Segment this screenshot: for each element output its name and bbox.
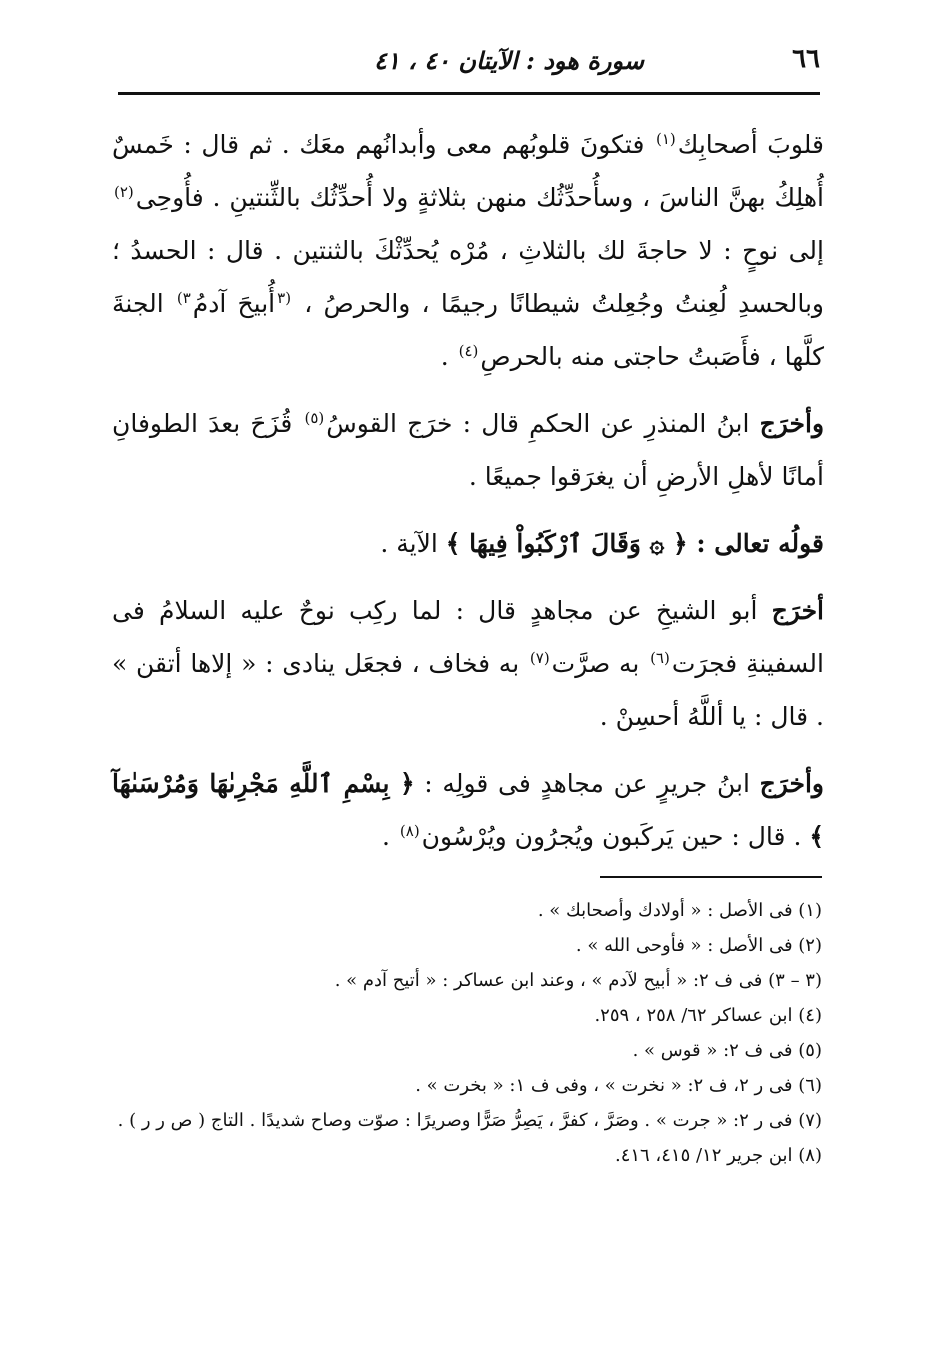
footnote-ref: (٢) — [114, 182, 134, 201]
paragraph-text: . قال : حين يَركَبون ويُجرُون ويُرْسُون — [421, 822, 810, 851]
paragraph-text: به فخاف ، فجعَل ينادى : « إلاها أتقن » . قال : يا أللَّهُ أحسِنْ . — [112, 649, 824, 731]
paragraph-text: أبو الشيخِ عن مجاهدٍ قال : لما ركِب نوحٌ عليه السلامُ فى السفينةِ فجرَت — [112, 596, 824, 678]
paragraph-text: الجنةَ كلَّها ، فأَصَبتُ حاجتى منه بالحرصِ — [112, 289, 824, 371]
footnote: (٨) ابن جرير ١٢/ ٤١٥، ٤١٦. — [614, 1145, 822, 1166]
body-text — [112, 118, 824, 863]
footnote: (٧) فى ر ٢: « جرت » . وصَرَّ ، كفرَّ ، يَصِرُّ صَرًّا وصريرًا : صوّت وصاح شديدًا . التاج ( ص ر ر ) . — [117, 1110, 822, 1131]
footnote-ref: (٧) — [529, 648, 550, 667]
paragraph-lead: قولُه تعالى : — [687, 529, 824, 558]
body-paragraph — [112, 584, 824, 743]
footnotes — [118, 893, 822, 1173]
paragraph-lead: وأخرَج — [759, 769, 824, 798]
footnote-rule — [600, 876, 822, 878]
footnote: (١) فى الأصل : « أولادك وأصحابك » . — [537, 900, 822, 921]
footnote: (٦) فى ر ٢، ف ٢: « نخرت » ، وفى ف ١: « بخرت » . — [415, 1075, 822, 1096]
paragraph-text: أُبيحَ آدمُ — [192, 289, 276, 318]
footnote-ref: (٣ — [277, 288, 292, 307]
paragraph-text: فتكونَ قلوبُهم معى وأبدانُهم معَك . ثم قال : خَمسٌ أُهلِكُ بهنَّ الناسَ ، وسأُحدِّثُك منهن بثلاثةٍ ولا أُحدِّثُك بالثِّنتينِ . فأُوحِى — [112, 130, 824, 212]
paragraph-text: الآية . — [380, 529, 446, 558]
body-paragraph — [112, 397, 824, 503]
header-rule — [118, 92, 820, 95]
paragraph-text: قلوبَ أصحابِك — [677, 130, 824, 159]
paragraph-lead: أخرَج — [771, 596, 824, 625]
paragraph-text: إلى نوحٍ : لا حاجةَ لك بالثلاثِ ، مُرْه يُحدِّثْكَ بالثنتين . قال : الحسدُ ؛ وبالحسدِ لُعِنتُ وجُعِلتُ شيطانًا رجيمًا ، والحرصُ ، — [112, 236, 824, 318]
footnote: (٢) فى الأصل : « فأوحى الله » . — [575, 935, 822, 956]
footnote: (٤) ابن عساكر ٦٢/ ٢٥٨ ، ٢٥٩. — [594, 1005, 822, 1026]
footnote-ref: ٣) — [176, 288, 191, 307]
footnote-ref: (٤) — [458, 341, 479, 360]
page-number: ٦٦ — [792, 44, 820, 74]
paragraph-text: ابنُ جريرٍ عن مجاهدٍ فى قولِه : — [414, 769, 760, 798]
footnote-ref: (٦) — [650, 648, 670, 667]
body-paragraph — [112, 757, 824, 863]
running-head — [118, 42, 820, 80]
body-paragraph — [112, 517, 824, 570]
surah-title: سورة هود : الآيتان ٤٠ ، ٤١ — [374, 46, 644, 75]
footnote-ref: (٨) — [399, 821, 420, 840]
footnote: (٥) فى ف ٢: « قوس » . — [632, 1040, 822, 1061]
paragraph-text: قُزَحَ بعدَ الطوفانِ أمانًا لأهلِ الأرضِ أن يغرَقوا جميعًا . — [112, 409, 824, 491]
paragraph-text: به صرَّت — [551, 649, 649, 678]
paragraph-text: . — [381, 822, 398, 851]
paragraph-lead: وأخرَج — [759, 409, 825, 438]
quran-quote: ﴿ بِسْمِ ٱللَّهِ مَجْرِىٰهَا وَمُرْسَىٰهَآ ﴾ — [112, 769, 824, 851]
quran-quote: ﴿ ۞ وَقَالَ ٱرْكَبُواْ فِيهَا ﴾ — [445, 529, 688, 558]
footnote: (٣ – ٣) فى ف ٢: « أبيح لآدم » ، وعند ابن عساكر : « أتيح آدم » . — [334, 970, 822, 991]
paragraph-text: . — [440, 342, 457, 371]
body-paragraph — [112, 118, 824, 383]
footnote-ref: (٥) — [304, 408, 325, 427]
paragraph-text: ابنُ المنذرِ عن الحكمِ قال : خرَج القوسُ — [326, 409, 760, 438]
footnote-ref: (١) — [656, 129, 676, 148]
